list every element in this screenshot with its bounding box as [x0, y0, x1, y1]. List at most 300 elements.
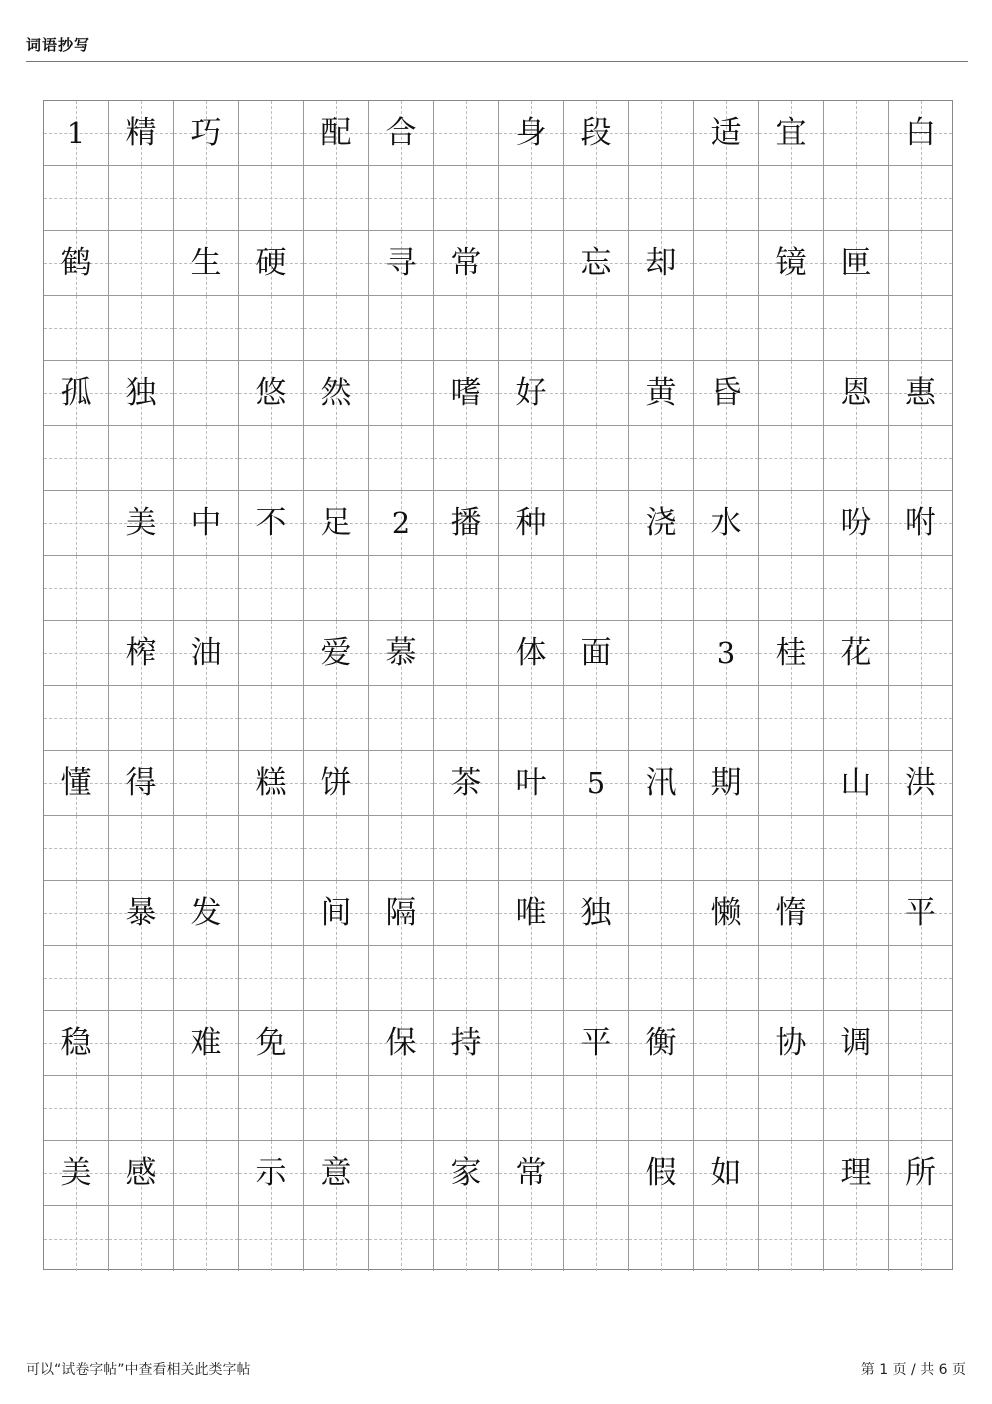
blank-cell: [629, 556, 694, 621]
character-cell: [434, 1141, 499, 1206]
grid-band: [44, 1141, 952, 1271]
blank-cell: [44, 946, 109, 1011]
blank-cell: [174, 686, 239, 751]
character-cell: [174, 1141, 239, 1206]
blank-cell: [759, 296, 824, 361]
character-text: 理: [840, 1154, 872, 1191]
character-text: 糕: [255, 764, 287, 801]
blank-cell: [694, 556, 759, 621]
character-row: [44, 621, 952, 686]
character-cell: [629, 231, 694, 296]
character-cell: [694, 491, 759, 556]
character-text: 独: [580, 894, 612, 931]
blank-cell: [304, 686, 369, 751]
character-cell: [434, 621, 499, 686]
character-cell: [369, 751, 434, 816]
character-cell: [304, 491, 369, 556]
character-cell: [44, 231, 109, 296]
blank-cell: [499, 556, 564, 621]
character-text: 懂: [60, 764, 92, 801]
character-cell: [629, 1141, 694, 1206]
character-text: 嗜: [450, 374, 482, 411]
blank-cell: [629, 816, 694, 881]
character-cell: [759, 881, 824, 946]
character-text: 独: [125, 374, 157, 411]
character-cell: [44, 881, 109, 946]
blank-cell: [239, 296, 304, 361]
character-cell: [694, 751, 759, 816]
character-cell: [759, 1141, 824, 1206]
character-text: 难: [190, 1024, 222, 1061]
character-cell: [44, 751, 109, 816]
blank-practice-row: [44, 296, 952, 361]
grid-band: [44, 231, 952, 361]
character-text: 浇: [645, 504, 677, 541]
blank-cell: [889, 426, 952, 491]
character-cell: [824, 751, 889, 816]
character-cell: [499, 491, 564, 556]
character-text: 恩: [840, 374, 872, 411]
character-cell: [304, 1141, 369, 1206]
blank-cell: [889, 946, 952, 1011]
character-cell: [564, 361, 629, 426]
character-text: 鹤: [60, 244, 92, 281]
blank-cell: [759, 1076, 824, 1141]
blank-cell: [434, 1206, 499, 1271]
blank-cell: [239, 556, 304, 621]
character-cell: [499, 1141, 564, 1206]
blank-cell: [759, 686, 824, 751]
character-text: 白: [905, 114, 936, 151]
blank-practice-row: [44, 426, 952, 491]
character-cell: [369, 621, 434, 686]
blank-cell: [434, 166, 499, 231]
character-cell: [369, 361, 434, 426]
character-text: 巧: [190, 114, 222, 151]
character-text: 匣: [840, 244, 872, 281]
blank-cell: [759, 946, 824, 1011]
blank-cell: [44, 296, 109, 361]
character-text: 叶: [515, 764, 547, 801]
blank-cell: [434, 686, 499, 751]
blank-cell: [44, 816, 109, 881]
character-cell: [694, 621, 759, 686]
blank-cell: [174, 816, 239, 881]
blank-cell: [694, 426, 759, 491]
character-text: 发: [190, 894, 222, 931]
blank-cell: [109, 556, 174, 621]
character-text: 所: [905, 1154, 936, 1191]
blank-cell: [304, 426, 369, 491]
blank-cell: [369, 686, 434, 751]
character-cell: [564, 491, 629, 556]
blank-cell: [369, 1076, 434, 1141]
grid-band: [44, 1011, 952, 1141]
character-cell: [239, 621, 304, 686]
blank-cell: [889, 1076, 952, 1141]
character-cell: [629, 751, 694, 816]
blank-cell: [44, 166, 109, 231]
blank-cell: [694, 686, 759, 751]
character-text: 然: [320, 374, 352, 411]
character-cell: [304, 751, 369, 816]
blank-cell: [889, 296, 952, 361]
blank-cell: [499, 946, 564, 1011]
character-text: 调: [840, 1024, 872, 1061]
character-text: 家: [450, 1154, 482, 1191]
character-cell: [109, 1141, 174, 1206]
character-row: [44, 881, 952, 946]
character-text: 免: [255, 1024, 287, 1061]
blank-cell: [629, 296, 694, 361]
character-cell: [109, 491, 174, 556]
character-cell: [434, 231, 499, 296]
character-text: 示: [255, 1154, 287, 1191]
character-cell: [109, 751, 174, 816]
blank-cell: [629, 1076, 694, 1141]
blank-cell: [889, 816, 952, 881]
character-text: 榨: [125, 634, 157, 671]
blank-cell: [824, 556, 889, 621]
character-text: 中: [190, 504, 222, 541]
character-cell: [109, 1011, 174, 1076]
character-text: 吩: [840, 504, 872, 541]
blank-cell: [629, 1206, 694, 1271]
character-text: 假: [645, 1154, 677, 1191]
character-row: [44, 491, 952, 556]
blank-cell: [109, 686, 174, 751]
blank-cell: [694, 816, 759, 881]
character-cell: [889, 621, 952, 686]
character-text: 悠: [255, 374, 287, 411]
grid-band: [44, 881, 952, 1011]
character-cell: [239, 881, 304, 946]
character-text: 合: [385, 114, 417, 151]
character-cell: [304, 881, 369, 946]
character-cell: [629, 621, 694, 686]
blank-practice-row: [44, 946, 952, 1011]
character-cell: [629, 881, 694, 946]
character-text: 适: [710, 114, 742, 151]
character-text: 寻: [385, 244, 417, 281]
blank-cell: [434, 426, 499, 491]
blank-cell: [434, 1076, 499, 1141]
blank-cell: [824, 1076, 889, 1141]
character-cell: [889, 231, 952, 296]
character-text: 协: [775, 1024, 807, 1061]
character-cell: [694, 1141, 759, 1206]
character-cell: [44, 361, 109, 426]
character-cell: [239, 491, 304, 556]
character-text: 足: [320, 504, 352, 541]
character-text: 1: [66, 115, 86, 150]
character-row: [44, 231, 952, 296]
grid-band: [44, 751, 952, 881]
blank-cell: [174, 556, 239, 621]
character-cell: [174, 621, 239, 686]
character-cell: [564, 751, 629, 816]
character-cell: [499, 231, 564, 296]
character-cell: [889, 1011, 952, 1076]
blank-cell: [369, 1206, 434, 1271]
character-text: 生: [190, 244, 222, 281]
blank-cell: [759, 1206, 824, 1271]
blank-cell: [694, 296, 759, 361]
character-text: 懒: [710, 894, 742, 931]
blank-cell: [44, 556, 109, 621]
character-cell: [759, 361, 824, 426]
character-cell: [564, 621, 629, 686]
blank-cell: [109, 296, 174, 361]
blank-cell: [174, 166, 239, 231]
character-cell: [174, 231, 239, 296]
blank-cell: [304, 296, 369, 361]
character-text: 常: [450, 244, 482, 281]
blank-cell: [239, 816, 304, 881]
character-cell: [174, 1011, 239, 1076]
blank-cell: [759, 556, 824, 621]
character-cell: [44, 1141, 109, 1206]
character-text: 精: [125, 114, 157, 151]
character-text: 平: [905, 894, 936, 931]
blank-cell: [564, 946, 629, 1011]
blank-cell: [109, 816, 174, 881]
character-text: 却: [645, 244, 677, 281]
character-text: 身: [515, 114, 547, 151]
character-cell: [434, 101, 499, 166]
character-text: 面: [580, 634, 612, 671]
blank-cell: [564, 1076, 629, 1141]
character-cell: [694, 231, 759, 296]
character-text: 饼: [320, 764, 352, 801]
character-text: 如: [710, 1154, 742, 1191]
blank-cell: [499, 296, 564, 361]
character-cell: [889, 751, 952, 816]
blank-cell: [759, 426, 824, 491]
blank-cell: [109, 166, 174, 231]
blank-cell: [629, 946, 694, 1011]
character-text: 唯: [515, 894, 547, 931]
character-text: 保: [385, 1024, 417, 1061]
character-text: 暴: [125, 894, 157, 931]
character-row: [44, 751, 952, 816]
character-cell: [499, 751, 564, 816]
blank-cell: [499, 426, 564, 491]
character-cell: [304, 101, 369, 166]
character-text: 5: [586, 765, 606, 800]
blank-cell: [564, 1206, 629, 1271]
character-cell: [304, 621, 369, 686]
blank-cell: [434, 816, 499, 881]
character-cell: [629, 101, 694, 166]
blank-cell: [824, 166, 889, 231]
blank-cell: [629, 166, 694, 231]
character-text: 衡: [645, 1024, 677, 1061]
character-cell: [174, 881, 239, 946]
blank-cell: [824, 426, 889, 491]
blank-cell: [564, 296, 629, 361]
blank-cell: [564, 686, 629, 751]
blank-cell: [304, 556, 369, 621]
blank-practice-row: [44, 1076, 952, 1141]
blank-cell: [824, 946, 889, 1011]
character-cell: [694, 361, 759, 426]
blank-cell: [369, 816, 434, 881]
character-text: 硬: [255, 244, 287, 281]
blank-cell: [44, 1076, 109, 1141]
character-cell: [304, 231, 369, 296]
character-cell: [564, 881, 629, 946]
blank-cell: [564, 426, 629, 491]
blank-cell: [239, 946, 304, 1011]
character-cell: [759, 231, 824, 296]
blank-cell: [109, 1076, 174, 1141]
character-cell: [824, 1141, 889, 1206]
blank-cell: [629, 686, 694, 751]
character-cell: [564, 1141, 629, 1206]
blank-cell: [564, 556, 629, 621]
blank-cell: [304, 1206, 369, 1271]
character-cell: [369, 491, 434, 556]
character-cell: [109, 361, 174, 426]
character-cell: [889, 491, 952, 556]
blank-cell: [239, 1206, 304, 1271]
character-cell: [44, 1011, 109, 1076]
blank-cell: [499, 166, 564, 231]
character-text: 感: [125, 1154, 157, 1191]
character-text: 汛: [645, 764, 677, 801]
character-cell: [499, 1011, 564, 1076]
character-cell: [759, 621, 824, 686]
character-cell: [694, 101, 759, 166]
character-text: 忘: [580, 244, 612, 281]
character-text: 持: [450, 1024, 482, 1061]
blank-cell: [304, 166, 369, 231]
character-cell: [239, 1011, 304, 1076]
character-text: 孤: [60, 374, 92, 411]
blank-cell: [759, 816, 824, 881]
character-cell: [759, 1011, 824, 1076]
character-text: 不: [255, 504, 287, 541]
blank-cell: [824, 686, 889, 751]
character-cell: [824, 361, 889, 426]
character-cell: [174, 491, 239, 556]
character-cell: [759, 751, 824, 816]
character-cell: [564, 231, 629, 296]
blank-cell: [239, 686, 304, 751]
character-cell: [564, 1011, 629, 1076]
character-cell: [694, 1011, 759, 1076]
blank-cell: [434, 296, 499, 361]
character-text: 惠: [905, 374, 936, 411]
blank-cell: [564, 816, 629, 881]
character-text: 美: [60, 1154, 92, 1191]
practice-grid: [43, 100, 953, 1270]
blank-cell: [304, 1076, 369, 1141]
character-cell: [174, 361, 239, 426]
character-cell: [434, 1011, 499, 1076]
character-cell: [824, 1011, 889, 1076]
grid-band: [44, 361, 952, 491]
character-cell: [824, 621, 889, 686]
character-row: [44, 1141, 952, 1206]
blank-cell: [824, 816, 889, 881]
character-text: 平: [580, 1024, 612, 1061]
character-cell: [889, 1141, 952, 1206]
blank-cell: [889, 166, 952, 231]
character-cell: [304, 1011, 369, 1076]
blank-cell: [499, 1076, 564, 1141]
blank-practice-row: [44, 166, 952, 231]
blank-cell: [889, 686, 952, 751]
character-cell: [759, 101, 824, 166]
character-cell: [239, 1141, 304, 1206]
character-cell: [369, 101, 434, 166]
character-text: 意: [320, 1154, 352, 1191]
blank-cell: [499, 686, 564, 751]
blank-practice-row: [44, 556, 952, 621]
character-cell: [239, 361, 304, 426]
character-cell: [174, 101, 239, 166]
blank-cell: [629, 426, 694, 491]
character-cell: [369, 1011, 434, 1076]
page-number: 第 1 页 / 共 6 页: [860, 1362, 966, 1378]
blank-cell: [174, 1076, 239, 1141]
character-text: 稳: [60, 1024, 92, 1061]
blank-cell: [824, 1206, 889, 1271]
blank-cell: [824, 296, 889, 361]
blank-cell: [109, 426, 174, 491]
character-cell: [889, 361, 952, 426]
character-cell: [499, 621, 564, 686]
blank-cell: [694, 166, 759, 231]
character-cell: [239, 751, 304, 816]
blank-cell: [369, 166, 434, 231]
character-text: 桂: [775, 634, 807, 671]
character-cell: [629, 1011, 694, 1076]
character-text: 2: [391, 505, 411, 540]
blank-cell: [174, 946, 239, 1011]
blank-cell: [174, 1206, 239, 1271]
blank-practice-row: [44, 816, 952, 881]
character-text: 水: [710, 504, 742, 541]
character-text: 宜: [775, 114, 807, 151]
character-row: [44, 101, 952, 166]
character-text: 昏: [710, 374, 742, 411]
blank-practice-row: [44, 1206, 952, 1271]
character-cell: [434, 491, 499, 556]
footer-note: 可以“试卷字帖”中查看相关此类字帖: [26, 1362, 251, 1378]
character-text: 好: [515, 374, 547, 411]
blank-cell: [499, 816, 564, 881]
character-cell: [109, 621, 174, 686]
character-text: 段: [580, 114, 612, 151]
character-text: 体: [515, 634, 547, 671]
character-cell: [629, 361, 694, 426]
character-text: 播: [450, 504, 482, 541]
character-cell: [44, 101, 109, 166]
character-text: 咐: [905, 504, 936, 541]
blank-cell: [44, 426, 109, 491]
character-text: 常: [515, 1154, 547, 1191]
blank-cell: [499, 1206, 564, 1271]
character-row: [44, 361, 952, 426]
character-cell: [369, 881, 434, 946]
character-text: 爱: [320, 634, 352, 671]
character-cell: [824, 231, 889, 296]
character-cell: [824, 881, 889, 946]
blank-cell: [239, 1076, 304, 1141]
